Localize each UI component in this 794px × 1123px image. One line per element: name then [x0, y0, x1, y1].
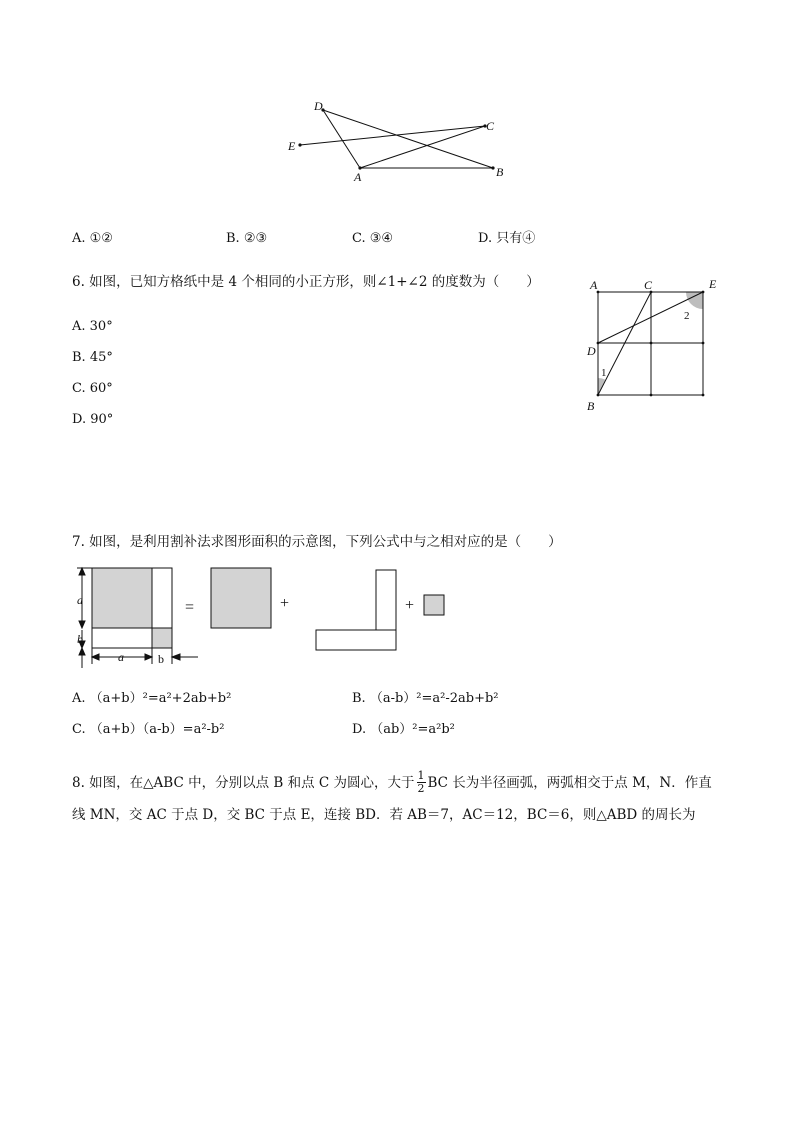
plus-sign-2: +: [405, 597, 415, 614]
q5-option-d: D. 只有④: [478, 231, 536, 246]
fraction-denominator: 2: [417, 782, 425, 795]
fraction-one-half: [417, 770, 426, 795]
q7-stem: 7. 如图，是利用割补法求图形面积的示意图，下列公式中与之相对应的是（ ）: [72, 534, 562, 550]
label-B: B: [496, 165, 504, 179]
q8-line1: [72, 771, 712, 796]
dim-b-bottom: b: [158, 652, 164, 666]
dim-a-bottom: a: [118, 650, 124, 664]
label-E: E: [709, 277, 717, 291]
q6-figure: [580, 272, 730, 418]
q5-figure: [280, 92, 520, 192]
label-D: D: [314, 99, 323, 113]
q7-figure: [72, 560, 462, 672]
q6-option-a: A. 30°: [72, 319, 113, 334]
label-D: D: [587, 344, 596, 358]
label-B: B: [587, 399, 595, 413]
q8-line1-part1: 8. 如图，在△ABC 中，分别以点 B 和点 C 为圆心，大于: [72, 775, 415, 791]
angle-2-label: 2: [684, 310, 690, 322]
label-A: A: [590, 278, 598, 292]
q7-option-d: D. （ab）²=a²b²: [352, 722, 455, 737]
dim-a-side: a: [77, 593, 83, 607]
q5-option-a: A. ①②: [72, 231, 113, 246]
q7-option-c: C. （a+b）（a-b）=a²-b²: [72, 722, 225, 737]
label-A: A: [354, 170, 362, 184]
angle-1-label: 1: [601, 367, 607, 379]
dim-b-side: b: [77, 632, 83, 646]
q6-option-c: C. 60°: [72, 381, 113, 396]
label-E: E: [288, 139, 296, 153]
q6-stem: 6. 如图，已知方格纸中是 4 个相同的小正方形，则∠1+∠2 的度数为（ ）: [72, 274, 540, 290]
q8-line2: 线 MN，交 AC 于点 D，交 BC 于点 E，连接 BD．若 AB＝7，AC＝12，BC＝6，则△ABD 的周长为: [72, 807, 696, 823]
q6-option-d: D. 90°: [72, 412, 114, 427]
equals-sign: =: [185, 599, 195, 616]
q5-option-c: C. ③④: [352, 231, 394, 246]
q6-option-b: B. 45°: [72, 350, 113, 365]
q5-option-b: B. ②③: [226, 231, 268, 246]
label-C: C: [486, 119, 495, 133]
q7-option-b: B. （a-b）²=a²-2ab+b²: [352, 691, 499, 706]
label-C: C: [644, 278, 653, 292]
q7-option-a: A. （a+b）²=a²+2ab+b²: [72, 691, 232, 706]
q8-line1-part2: BC 长为半径画弧，两弧相交于点 M，N．作直: [427, 775, 712, 791]
plus-sign-1: +: [280, 595, 290, 612]
fraction-numerator: 1: [417, 769, 425, 782]
